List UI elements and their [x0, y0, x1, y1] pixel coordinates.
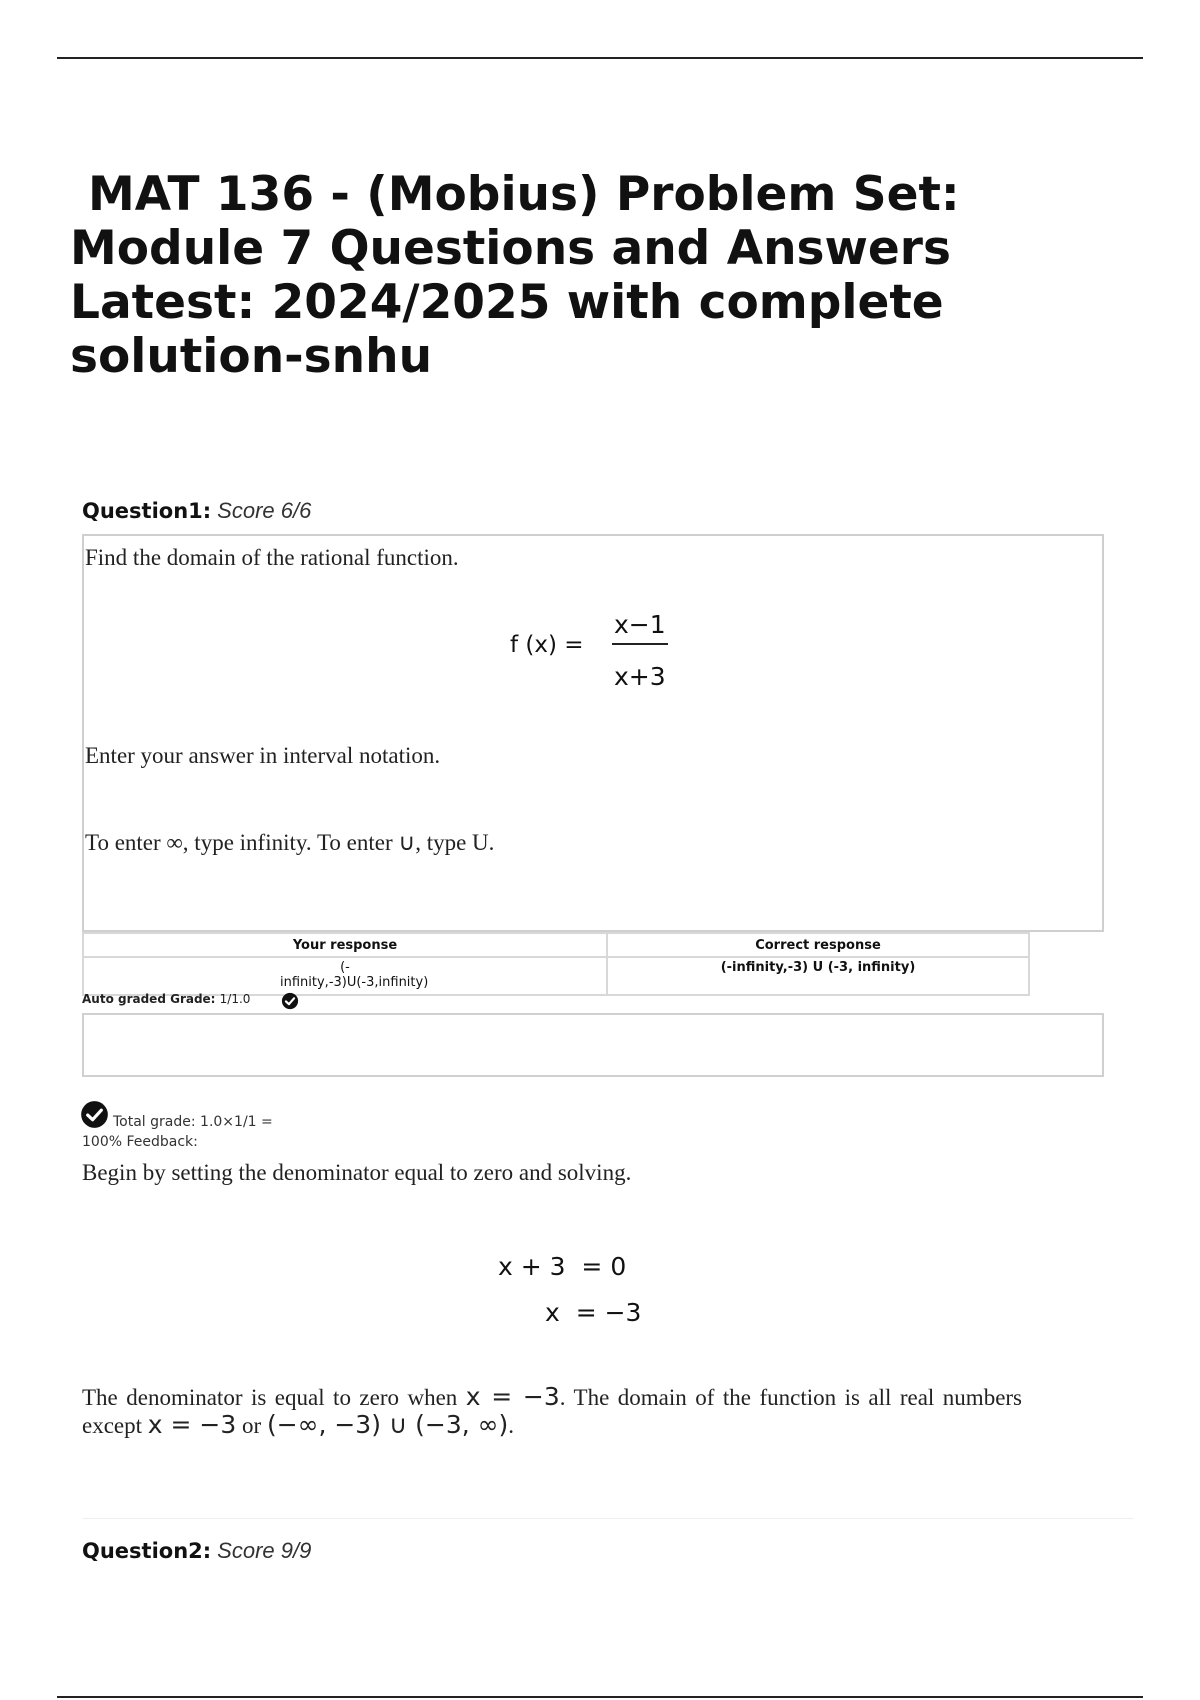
feedback-label: 100% Feedback:	[82, 1134, 198, 1150]
correct-response-cell	[607, 957, 1029, 995]
feedback-intro: Begin by setting the denominator equal to zero and solving.	[82, 1160, 632, 1185]
your-response-value: (-infinity,-3)U(-3,infinity)	[280, 960, 429, 990]
feedback-conclusion	[82, 1383, 1022, 1439]
response-table	[82, 932, 1030, 996]
equation-step-2: x = −3	[545, 1298, 642, 1327]
question-1-label: Question1:	[82, 499, 212, 523]
title-line-3: Latest: 2024/2025 with complete	[70, 275, 944, 330]
your-response-cell	[83, 957, 607, 995]
top-rule	[57, 57, 1143, 59]
conclusion-math-2: x = −3	[147, 1410, 237, 1439]
question-1-box	[82, 534, 1104, 932]
bottom-rule	[57, 1696, 1143, 1698]
check-circle-icon	[281, 992, 299, 1010]
question-2-label: Question2:	[82, 1539, 212, 1563]
question-1-prompt: Find the domain of the rational function.	[85, 545, 459, 570]
total-grade-text: Total grade: 1.0×1/1 =	[113, 1114, 273, 1130]
equation-step-1: x + 3 = 0	[498, 1252, 627, 1281]
your-response-header: Your response	[83, 933, 607, 957]
total-grade	[82, 1112, 273, 1152]
question-1-header	[82, 498, 311, 524]
conclusion-math-3: (−∞, −3) ∪ (−3, ∞)	[266, 1410, 509, 1439]
question-1-score: Score 6/6	[217, 498, 312, 523]
instruction-interval: Enter your answer in interval notation.	[85, 743, 441, 768]
auto-graded-value: 1/1.0	[219, 992, 251, 1006]
fraction-numerator: x−1	[612, 610, 668, 645]
document-title	[70, 168, 1070, 384]
question-2-header	[82, 1538, 311, 1564]
conclusion-text-c: or	[236, 1413, 267, 1438]
correct-response-header: Correct response	[607, 933, 1029, 957]
fraction-denominator: x+3	[614, 662, 666, 691]
function-lhs: f (x) =	[510, 632, 584, 658]
title-line-2: Module 7 Questions and Answers	[70, 221, 951, 276]
correct-response-value: (-infinity,-3) U (-3, infinity)	[720, 960, 916, 975]
auto-graded-grade	[82, 992, 250, 1006]
auto-graded-label: Auto graded Grade:	[82, 992, 216, 1006]
conclusion-text-a: The denominator is equal to zero when	[82, 1385, 466, 1410]
conclusion-math-1: x = −3	[465, 1382, 560, 1411]
conclusion-text-b: . The domain of the function is all real numbers except	[82, 1385, 1023, 1438]
question-separator	[82, 1518, 1134, 1519]
question-2-score: Score 9/9	[217, 1538, 312, 1563]
instruction-symbols: To enter ∞, type infinity. To enter ∪, type U.	[85, 830, 495, 855]
answer-feedback-box	[82, 1013, 1104, 1077]
title-line-1: MAT 136 - (Mobius) Problem Set:	[88, 167, 960, 222]
title-line-4: solution-snhu	[70, 329, 433, 384]
conclusion-text-d: .	[508, 1413, 514, 1438]
